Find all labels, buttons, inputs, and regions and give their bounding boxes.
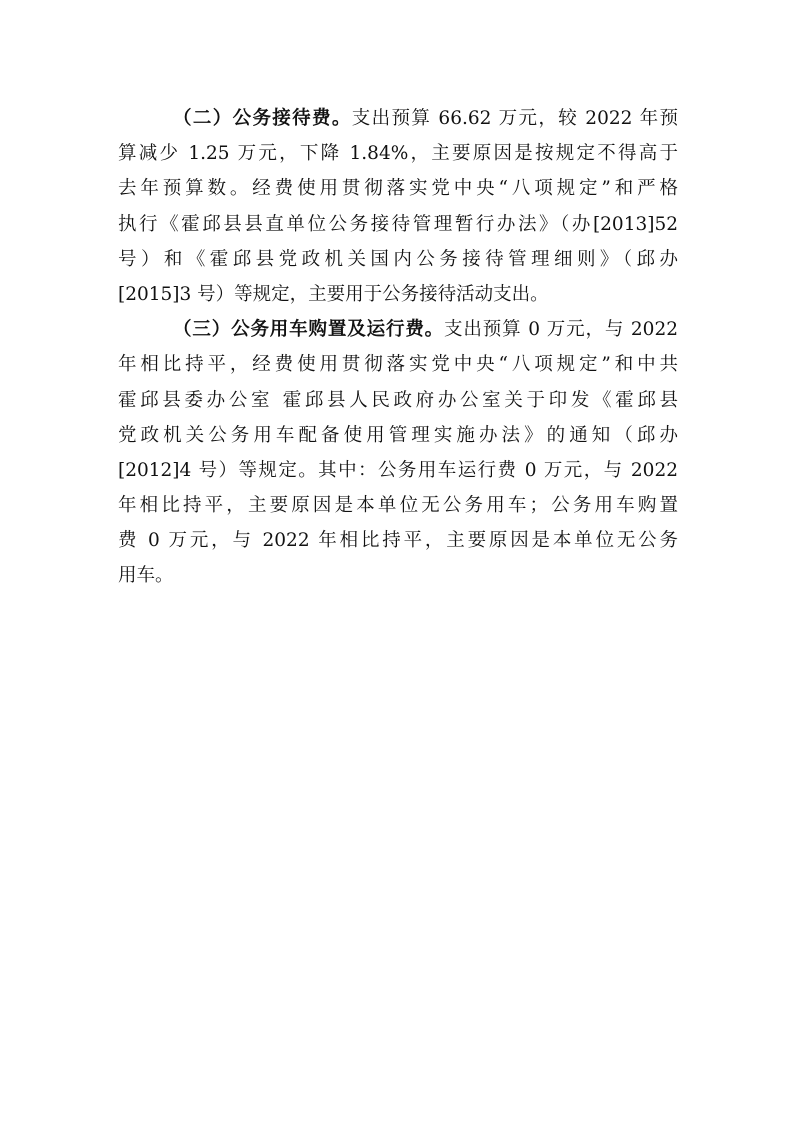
section2-line: 执行《霍邱县县直单位公务接待管理暂行办法》（办[2013]52 (118, 213, 678, 235)
section3-line-1: 支出预算 0 万元，与 2022 (444, 319, 678, 341)
section3-line: 党政机关公务用车配备使用管理实施办法》的通知（邱办 (118, 424, 678, 446)
section3-line: 费 0 万元，与 2022 年相比持平，主要原因是本单位无公务 (118, 530, 678, 552)
section2-line-1: 支出预算 66.62 万元，较 2022 年预 (351, 108, 678, 129)
section3-line: 年相比持平，主要原因是本单位无公务用车；公务用车购置 (118, 495, 678, 517)
section3-line: 霍邱县委办公室 霍邱县人民政府办公室关于印发《霍邱县 (118, 389, 678, 411)
section2-line: 去年预算数。经费使用贯彻落实党中央“八项规定”和严格 (118, 178, 678, 200)
section3-line: 年相比持平，经费使用贯彻落实党中央“八项规定”和中共 (118, 354, 678, 376)
section3-line: [2012]4 号）等规定。其中：公务用车运行费 0 万元，与 2022 (118, 459, 678, 481)
section2-heading: （二）公务接待费。 (173, 108, 352, 129)
section2-first-line (118, 101, 678, 136)
section2-line: 号）和《霍邱县党政机关国内公务接待管理细则》（邱办 (118, 248, 678, 270)
document-body (118, 101, 678, 594)
section2-last-line: [2015]3 号）等规定，主要用于公务接待活动支出。 (118, 283, 549, 305)
section3-last-line: 用车。 (118, 565, 174, 587)
section3-first-line (118, 312, 678, 347)
section2-line: 算减少 1.25 万元，下降 1.84%，主要原因是按规定不得高于 (118, 143, 678, 165)
section3-heading: （三）公务用车购置及运行费。 (173, 319, 445, 341)
